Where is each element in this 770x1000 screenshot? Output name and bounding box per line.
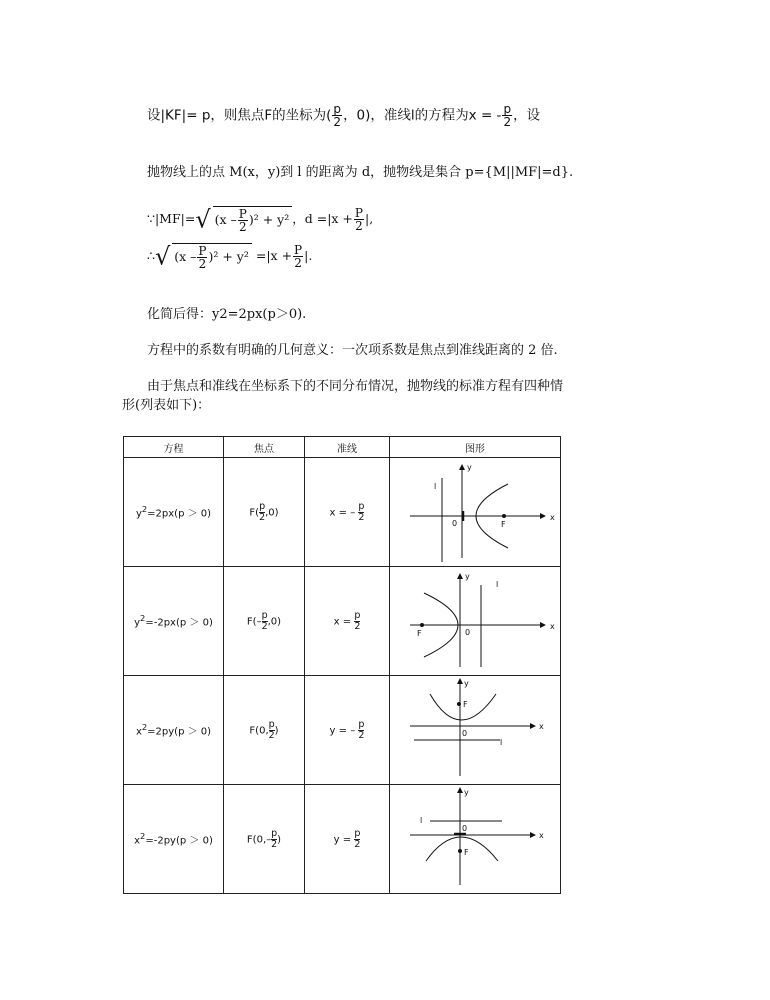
paragraph-simplified: 化简后得：y2=2px(p＞0). [147, 307, 307, 322]
parabola-standard-forms-table [123, 436, 561, 894]
text-segment: 设|KF|= p，则焦点F的坐标为( [147, 107, 332, 124]
fraction-p-over-2 [332, 103, 342, 128]
header-equation: 方程 [124, 437, 224, 458]
paragraph-focus-definition [147, 103, 540, 128]
fraction-numerator: p [271, 827, 278, 839]
fraction-numerator: P [294, 243, 303, 257]
focus-point [458, 849, 462, 853]
eq-var: y [135, 508, 142, 520]
focus-point [502, 514, 506, 518]
equation-cell [124, 785, 224, 894]
eq-rest: =-2px(p ＞ 0) [145, 617, 213, 629]
fraction-numerator: p [261, 609, 268, 621]
directrix-label: l [434, 482, 437, 491]
fraction-denominator: 2 [358, 729, 365, 741]
focus-cell [224, 567, 305, 676]
fraction-denominator: 2 [259, 511, 266, 523]
paragraph-four-cases-line2: 形(列表如下)： [122, 398, 211, 413]
fraction-denominator: 2 [268, 729, 275, 741]
paragraph-geometric-meaning: 方程中的系数有明确的几何意义：一次项系数是焦点到准线距离的 2 倍. [147, 343, 558, 358]
formula-text: |, [365, 211, 374, 226]
graph-left-opening [390, 567, 560, 672]
formula-text: )² + y² [208, 249, 249, 264]
x-axis-arrow [540, 622, 546, 628]
eq-var: x [135, 726, 142, 738]
focus-point [457, 702, 461, 706]
graph-right-opening [390, 458, 560, 563]
directrix-pre: x = – [329, 507, 356, 518]
focus-label: F [463, 700, 468, 709]
fraction-denominator: 2 [503, 115, 512, 129]
y-axis-label: y [464, 788, 469, 797]
equation-cell [124, 458, 224, 567]
fraction-p-over-2 [358, 502, 364, 523]
graph-cell [390, 458, 561, 567]
x-axis-label: x [539, 722, 544, 731]
origin-label: 0 [462, 729, 468, 738]
fraction-denominator: 2 [355, 219, 363, 233]
fraction-denominator: 2 [198, 257, 207, 271]
fraction-numerator: p [358, 718, 365, 730]
focus-cell [224, 676, 305, 785]
table-row [124, 458, 561, 567]
focus-label: F [501, 520, 506, 529]
fraction-numerator: p [358, 500, 365, 512]
directrix-cell [305, 785, 390, 894]
radical-sign: √ [195, 205, 211, 234]
fraction-numerator: P [238, 207, 247, 221]
directrix-label: l [500, 738, 503, 747]
header-focus: 焦点 [224, 437, 305, 458]
directrix-label: l [496, 580, 499, 589]
focus-post: ,0) [267, 616, 282, 627]
fraction-denominator: 2 [261, 620, 268, 632]
fraction-numerator: p [333, 102, 342, 116]
eq-rest: =-2py(p ＞ 0) [145, 835, 213, 847]
fraction-p-over-2 [502, 103, 512, 128]
fraction-numerator: P [354, 206, 363, 220]
directrix-cell [305, 676, 390, 785]
focus-pre: F( [249, 507, 260, 518]
fraction-denominator: 2 [354, 620, 361, 632]
y-axis-label: y [465, 572, 470, 581]
focus-label: F [464, 848, 469, 857]
eq-exponent: 2 [140, 831, 146, 842]
fraction-p-over-2 [293, 244, 303, 269]
formula-text: |MF|= [154, 211, 196, 226]
fraction-p-over-2 [358, 720, 364, 741]
therefore-symbol: ∴ [147, 248, 155, 263]
focus-point [420, 623, 424, 627]
fraction-denominator: 2 [354, 838, 361, 850]
fraction-numerator: p [503, 102, 512, 116]
graph-down-opening [390, 785, 560, 890]
fraction-p-over-2 [354, 611, 360, 632]
focus-post: ) [277, 834, 282, 845]
directrix-pre: y = [333, 834, 352, 845]
focus-cell [224, 458, 305, 567]
eq-rest: =2py(p ＞ 0) [147, 726, 212, 738]
directrix-cell [305, 458, 390, 567]
origin-label: 0 [462, 824, 468, 833]
focus-pre: F(– [246, 616, 262, 627]
eq-exponent: 2 [140, 613, 146, 624]
equation-cell [124, 567, 224, 676]
fraction-denominator: 2 [271, 838, 278, 850]
header-graph: 图形 [390, 437, 561, 458]
focus-post: ) [274, 725, 279, 736]
formula-equation [147, 243, 312, 270]
origin-label: 0 [465, 628, 471, 637]
table-row [124, 567, 561, 676]
formula-text: (x – [214, 212, 237, 227]
x-axis-arrow [540, 513, 546, 519]
directrix-cell [305, 567, 390, 676]
fraction-denominator: 2 [239, 220, 247, 234]
origin-label: 0 [452, 519, 458, 528]
directrix-pre: y = – [329, 725, 356, 736]
equation-cell [124, 676, 224, 785]
focus-label: F [417, 629, 422, 638]
fraction-numerator: p [354, 609, 361, 621]
x-axis-label: x [550, 513, 555, 522]
formula-text: =|x + [255, 248, 293, 263]
y-axis-arrow [459, 464, 465, 470]
paragraph-four-cases-line1: 由于焦点和准线在坐标系下的不同分布情况，抛物线的标准方程有四种情 [147, 379, 564, 394]
eq-var: y [134, 617, 141, 629]
eq-rest: =2px(p ＞ 0) [147, 508, 212, 520]
fraction-p-over-2 [354, 207, 364, 232]
table-row [124, 676, 561, 785]
y-axis-label: y [464, 679, 469, 688]
x-axis-arrow [530, 723, 536, 729]
formula-text: )² + y² [248, 212, 290, 227]
focus-pre: F(0, [249, 725, 269, 736]
radical-sign: √ [154, 242, 171, 271]
formula-text: (x – [174, 249, 197, 264]
focus-post: ,0) [265, 507, 279, 518]
fraction-numerator: p [354, 827, 361, 839]
x-axis-label: x [550, 622, 555, 631]
fraction-denominator: 2 [294, 256, 302, 270]
because-symbol: ∵ [147, 211, 155, 226]
graph-cell [390, 785, 561, 894]
formula-text: |. [304, 248, 313, 263]
graph-cell [390, 567, 561, 676]
graph-up-opening [390, 676, 560, 781]
table-header-row [124, 437, 561, 458]
focus-pre: F(0,– [246, 834, 272, 845]
formula-text: ，d =|x + [292, 211, 353, 226]
radicand [172, 243, 252, 270]
fraction-denominator: 2 [333, 115, 342, 129]
directrix-label: l [420, 816, 423, 825]
fraction-denominator: 2 [358, 511, 365, 523]
parabola-curve [426, 837, 498, 861]
header-directrix: 准线 [305, 437, 390, 458]
y-axis-label: y [467, 463, 472, 472]
eq-exponent: 2 [141, 504, 148, 515]
text-segment: ，0)，准线l的方程为x = - [343, 107, 502, 124]
radicand [213, 206, 293, 233]
fraction-p-over-2 [238, 208, 248, 233]
y-axis-arrow [457, 573, 463, 579]
fraction-p-over-2 [197, 245, 207, 270]
y-axis-arrow [457, 787, 463, 793]
formula-mf-distance [147, 206, 373, 233]
graph-cell [390, 676, 561, 785]
eq-exponent: 2 [141, 722, 148, 733]
fraction-numerator: p [268, 718, 275, 730]
y-axis-arrow [457, 678, 463, 684]
x-axis-arrow [530, 832, 536, 838]
eq-var: x [134, 835, 141, 847]
text-segment: ，设 [513, 107, 541, 124]
fraction-numerator: p [259, 500, 266, 512]
fraction-p-over-2 [354, 829, 360, 850]
directrix-pre: x = [333, 616, 352, 627]
table-row [124, 785, 561, 894]
focus-cell [224, 785, 305, 894]
paragraph-set-definition: 抛物线上的点 M(x，y)到 l 的距离为 d，抛物线是集合 p={M||MF|=d}. [147, 165, 574, 180]
x-axis-label: x [539, 831, 544, 840]
fraction-numerator: P [198, 244, 207, 258]
